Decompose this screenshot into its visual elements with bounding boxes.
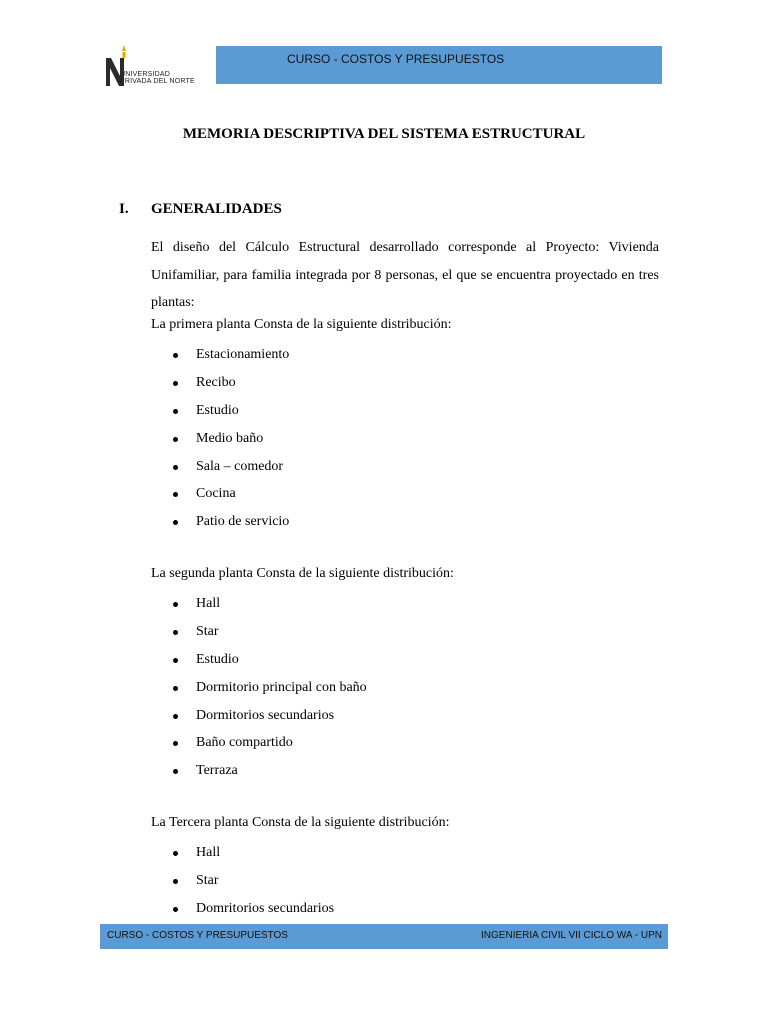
list-item: Estacionamiento: [172, 345, 289, 373]
list-item: Recibo: [172, 373, 289, 401]
list-item: Baño compartido: [172, 733, 367, 761]
list-item: Star: [172, 871, 334, 899]
footer-program: INGENIERIA CIVIL VII CICLO WA - UPN: [481, 930, 662, 941]
second-floor-list: [172, 594, 367, 789]
list-item: Patio de servicio: [172, 512, 289, 540]
list-item: Estudio: [172, 401, 289, 429]
list-item: Domritorios secundarios: [172, 899, 334, 927]
section-number: I.: [119, 201, 129, 217]
header-bar: [216, 46, 662, 84]
list-item: Estudio: [172, 650, 367, 678]
third-floor-list: [172, 843, 334, 927]
first-floor-heading: La primera planta Consta de la siguiente distribución:: [151, 317, 452, 332]
header-title: CURSO - COSTOS Y PRESUPUESTOS: [287, 52, 505, 66]
list-item: Star: [172, 622, 367, 650]
list-item: Dormitorio principal con baño: [172, 678, 367, 706]
university-logo: [104, 44, 218, 88]
list-item: Hall: [172, 843, 334, 871]
third-floor-heading: La Tercera planta Consta de la siguiente distribución:: [151, 815, 450, 830]
footer-course: CURSO - COSTOS Y PRESUPUESTOS: [107, 930, 288, 941]
first-floor-list: [172, 345, 289, 540]
logo-text: UNIVERSIDAD PRIVADA DEL NORTE: [120, 71, 195, 85]
list-item: Hall: [172, 594, 367, 622]
document-title: MEMORIA DESCRIPTIVA DEL SISTEMA ESTRUCTURAL: [182, 126, 586, 142]
intro-paragraph: El diseño del Cálculo Estructural desarrollado corresponde al Proyecto: Vivienda Unifamiliar, para familia integrada por 8 personas, el que se encuentra proyectado en tres plantas:: [151, 240, 659, 310]
section-title: GENERALIDADES: [151, 201, 282, 217]
list-item: Cocina: [172, 484, 289, 512]
list-item: Dormitorios secundarios: [172, 706, 367, 734]
list-item: Terraza: [172, 761, 367, 789]
list-item: Sala – comedor: [172, 457, 289, 485]
list-item: Medio baño: [172, 429, 289, 457]
footer-bar: [100, 924, 668, 949]
second-floor-heading: La segunda planta Consta de la siguiente distribución:: [151, 566, 454, 581]
